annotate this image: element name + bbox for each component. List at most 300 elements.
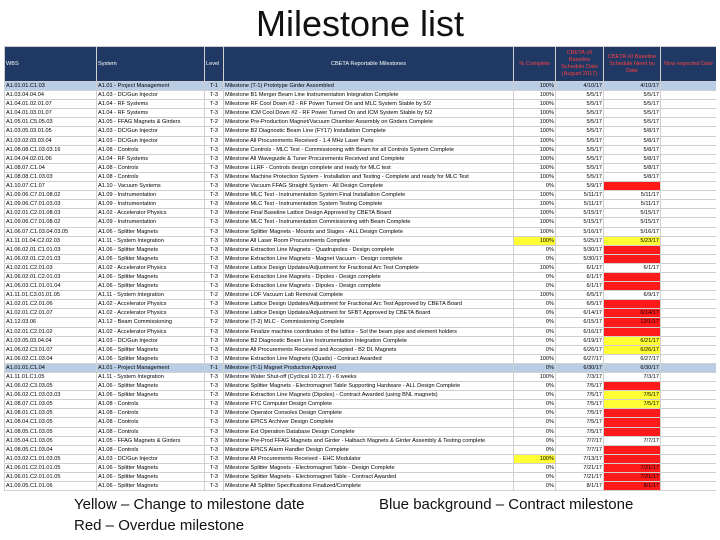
cell-wbs[interactable]: A1.09.05.C1.01.06: [5, 482, 97, 491]
cell-wbs[interactable]: A1.01.01.C1.04: [5, 363, 97, 372]
cell-milestone[interactable]: Milestone All Procurements Received and Accepted - B2 DL Magnets: [224, 345, 514, 354]
cell-needed[interactable]: [604, 418, 661, 427]
cell-system[interactable]: A1.06 - Splitter Magnets: [97, 354, 205, 363]
cell-level[interactable]: T-1: [205, 363, 224, 372]
cell-complete[interactable]: 0%: [514, 318, 556, 327]
cell-level[interactable]: T-3: [205, 354, 224, 363]
cell-expected[interactable]: [661, 336, 717, 345]
cell-level[interactable]: T-3: [205, 154, 224, 163]
cell-complete[interactable]: 100%: [514, 100, 556, 109]
cell-complete[interactable]: 100%: [514, 373, 556, 382]
cell-needed[interactable]: 6/27/17: [604, 354, 661, 363]
table-row[interactable]: [5, 145, 717, 154]
cell-level[interactable]: T-3: [205, 327, 224, 336]
cell-milestone[interactable]: Milestone LLRF - Controls design complete and ready for MLC test: [224, 163, 514, 172]
cell-system[interactable]: A1.06 - Splitter Magnets: [97, 227, 205, 236]
cell-system[interactable]: A1.04 - RF Systems: [97, 100, 205, 109]
cell-needed[interactable]: 6/21/17: [604, 336, 661, 345]
cell-baseline[interactable]: 5/30/17: [556, 245, 604, 254]
cell-baseline[interactable]: 5/5/17: [556, 145, 604, 154]
cell-milestone[interactable]: Milestone Lattice Design Updates/Adjustment for SFBT Approved by CBETA Board: [224, 309, 514, 318]
table-row[interactable]: [5, 436, 717, 445]
cell-baseline[interactable]: 6/30/17: [556, 363, 604, 372]
cell-level[interactable]: T-3: [205, 409, 224, 418]
cell-milestone[interactable]: Milestone Splitter Magnets - Mounts and Stages - ALL Design Complete: [224, 227, 514, 236]
cell-level[interactable]: T-3: [205, 136, 224, 145]
cell-needed[interactable]: 5/8/17: [604, 145, 661, 154]
cell-milestone[interactable]: Milestone (T-1) Prototype Girder Assembled: [224, 82, 514, 91]
cell-needed[interactable]: [604, 327, 661, 336]
cell-complete[interactable]: 0%: [514, 345, 556, 354]
cell-baseline[interactable]: 6/5/17: [556, 300, 604, 309]
cell-complete[interactable]: 0%: [514, 382, 556, 391]
cell-wbs[interactable]: A1.09.06.C7.01.03.03: [5, 200, 97, 209]
cell-complete[interactable]: 100%: [514, 145, 556, 154]
table-row[interactable]: [5, 109, 717, 118]
cell-milestone[interactable]: Milestone RF Cool Down #2 - RF Power Turned On and MLC System Stable by 5/2: [224, 100, 514, 109]
cell-wbs[interactable]: A1.04.04.02.01.06: [5, 154, 97, 163]
cell-needed[interactable]: 7/5/17: [604, 391, 661, 400]
cell-wbs[interactable]: A1.06.03.C1.01.01.04: [5, 282, 97, 291]
cell-expected[interactable]: [661, 427, 717, 436]
cell-wbs[interactable]: A1.09.06.C7.01.08.02: [5, 218, 97, 227]
cell-milestone[interactable]: Milestone FTC Computer Design Complete: [224, 400, 514, 409]
cell-milestone[interactable]: Milestone All Procurements Received - EHC Modulator: [224, 454, 514, 463]
cell-milestone[interactable]: Milestone Machine Protection System - Installation and Testing - Complete and ready for MLC Test: [224, 172, 514, 181]
cell-milestone[interactable]: Milestone Finalize machine coordinates of the lattice - Sol the beam pipe and element holders: [224, 327, 514, 336]
cell-expected[interactable]: [661, 200, 717, 209]
cell-level[interactable]: T-3: [205, 400, 224, 409]
cell-level[interactable]: T-3: [205, 418, 224, 427]
cell-level[interactable]: T-3: [205, 445, 224, 454]
table-row[interactable]: [5, 400, 717, 409]
cell-wbs[interactable]: A1.02.01.C2.01.06: [5, 300, 97, 309]
cell-baseline[interactable]: 5/5/17: [556, 154, 604, 163]
cell-level[interactable]: T-3: [205, 382, 224, 391]
table-row[interactable]: [5, 236, 717, 245]
cell-needed[interactable]: 7/21/17: [604, 473, 661, 482]
cell-wbs[interactable]: A1.06.02.C3.03.05: [5, 382, 97, 391]
cell-wbs[interactable]: A1.02.01.C2.01.02: [5, 327, 97, 336]
cell-needed[interactable]: [604, 382, 661, 391]
cell-milestone[interactable]: Milestone B1 Merger Beam Line Instrumentation Integration Complete: [224, 91, 514, 100]
cell-wbs[interactable]: A1.03.04.04.04: [5, 91, 97, 100]
cell-baseline[interactable]: 7/5/17: [556, 418, 604, 427]
cell-expected[interactable]: [661, 127, 717, 136]
cell-baseline[interactable]: 6/1/17: [556, 282, 604, 291]
cell-milestone[interactable]: Milestone Controls - MLC Test - Commissioning with Beam for all Controls System Complete: [224, 145, 514, 154]
cell-needed[interactable]: 6/26/17: [604, 345, 661, 354]
cell-system[interactable]: A1.06 - Splitter Magnets: [97, 272, 205, 281]
cell-expected[interactable]: [661, 145, 717, 154]
table-row[interactable]: [5, 209, 717, 218]
cell-wbs[interactable]: A1.11.01.04.C2.02.03: [5, 236, 97, 245]
cell-needed[interactable]: [604, 182, 661, 191]
cell-complete[interactable]: 0%: [514, 282, 556, 291]
cell-level[interactable]: T-3: [205, 463, 224, 472]
col-header-expected[interactable]: Now expected Date: [661, 47, 717, 82]
cell-milestone[interactable]: Milestone All Splitter Specifications Finalized/Complete: [224, 482, 514, 491]
cell-level[interactable]: T-3: [205, 182, 224, 191]
cell-baseline[interactable]: 6/16/17: [556, 327, 604, 336]
cell-complete[interactable]: 100%: [514, 200, 556, 209]
cell-needed[interactable]: 6/30/17: [604, 363, 661, 372]
cell-wbs[interactable]: A1.05.01.C5.05.03: [5, 118, 97, 127]
cell-needed[interactable]: 7/21/17: [604, 463, 661, 472]
cell-level[interactable]: T-3: [205, 236, 224, 245]
col-header-system[interactable]: System: [97, 47, 205, 82]
cell-level[interactable]: T-3: [205, 482, 224, 491]
cell-wbs[interactable]: A1.11.01.C1.05: [5, 373, 97, 382]
cell-baseline[interactable]: 5/5/17: [556, 136, 604, 145]
cell-expected[interactable]: [661, 163, 717, 172]
cell-wbs[interactable]: A1.08.04.C1.03.05: [5, 418, 97, 427]
cell-wbs[interactable]: A1.06.07.C1.03.04.03.05: [5, 227, 97, 236]
cell-system[interactable]: A1.06 - Splitter Magnets: [97, 382, 205, 391]
cell-baseline[interactable]: 6/26/17: [556, 345, 604, 354]
cell-expected[interactable]: [661, 400, 717, 409]
cell-system[interactable]: A1.02 - Accelerator Physics: [97, 309, 205, 318]
cell-milestone[interactable]: Milestone EPICS Archiver Design Complete: [224, 418, 514, 427]
cell-milestone[interactable]: Milestone Extraction Line Magnets - Dipoles - Design complete: [224, 272, 514, 281]
cell-system[interactable]: A1.08 - Controls: [97, 409, 205, 418]
cell-wbs[interactable]: A1.02.01.C2.01.07: [5, 309, 97, 318]
cell-wbs[interactable]: A1.06.02.01.C1.01.03: [5, 245, 97, 254]
cell-wbs[interactable]: A1.04.01.03.01.07: [5, 109, 97, 118]
cell-wbs[interactable]: A1.08.05.C1.03.05: [5, 427, 97, 436]
cell-milestone[interactable]: Milestone MLC Test - Instrumentation System Final Installation Complete: [224, 191, 514, 200]
cell-expected[interactable]: [661, 245, 717, 254]
table-row[interactable]: [5, 182, 717, 191]
cell-expected[interactable]: [661, 227, 717, 236]
cell-expected[interactable]: [661, 182, 717, 191]
cell-level[interactable]: T-3: [205, 100, 224, 109]
cell-complete[interactable]: 100%: [514, 454, 556, 463]
cell-expected[interactable]: [661, 391, 717, 400]
cell-level[interactable]: T-3: [205, 172, 224, 181]
cell-expected[interactable]: [661, 445, 717, 454]
cell-wbs[interactable]: A1.03.05.03.01.05: [5, 127, 97, 136]
cell-needed[interactable]: 6/14/17: [604, 309, 661, 318]
cell-baseline[interactable]: 7/13/17: [556, 454, 604, 463]
cell-wbs[interactable]: A1.11.01.C3.01.01.05: [5, 291, 97, 300]
cell-expected[interactable]: [661, 309, 717, 318]
cell-system[interactable]: A1.01 - Project Management: [97, 363, 205, 372]
cell-expected[interactable]: [661, 263, 717, 272]
cell-milestone[interactable]: Milestone All Waveguide & Tuner Procurements Received and Complete: [224, 154, 514, 163]
cell-system[interactable]: A1.09 - Instrumentation: [97, 191, 205, 200]
table-row[interactable]: [5, 200, 717, 209]
table-row[interactable]: [5, 154, 717, 163]
cell-expected[interactable]: [661, 382, 717, 391]
cell-level[interactable]: T-3: [205, 209, 224, 218]
cell-needed[interactable]: 5/5/17: [604, 109, 661, 118]
table-row[interactable]: [5, 427, 717, 436]
cell-baseline[interactable]: 6/1/17: [556, 263, 604, 272]
cell-wbs[interactable]: A1.06.02.C1.03.03.03: [5, 391, 97, 400]
cell-needed[interactable]: [604, 427, 661, 436]
cell-baseline[interactable]: 6/19/17: [556, 336, 604, 345]
cell-complete[interactable]: 100%: [514, 154, 556, 163]
cell-system[interactable]: A1.03 - DC/Gun Injector: [97, 136, 205, 145]
cell-needed[interactable]: 12/1/17: [604, 318, 661, 327]
table-row[interactable]: [5, 318, 717, 327]
cell-system[interactable]: A1.11 - System Integration: [97, 236, 205, 245]
cell-complete[interactable]: 100%: [514, 127, 556, 136]
col-header-level[interactable]: Level: [205, 47, 224, 82]
table-row[interactable]: [5, 345, 717, 354]
table-row[interactable]: [5, 254, 717, 263]
cell-complete[interactable]: 0%: [514, 182, 556, 191]
cell-level[interactable]: T-3: [205, 145, 224, 154]
cell-level[interactable]: T-1: [205, 82, 224, 91]
table-row[interactable]: [5, 454, 717, 463]
cell-complete[interactable]: 100%: [514, 91, 556, 100]
cell-baseline[interactable]: 6/14/17: [556, 309, 604, 318]
cell-expected[interactable]: [661, 218, 717, 227]
cell-system[interactable]: A1.02 - Accelerator Physics: [97, 300, 205, 309]
cell-wbs[interactable]: A1.03.02.03.03.04: [5, 136, 97, 145]
cell-expected[interactable]: [661, 191, 717, 200]
table-row[interactable]: [5, 327, 717, 336]
cell-baseline[interactable]: 7/5/17: [556, 409, 604, 418]
cell-baseline[interactable]: 5/11/17: [556, 200, 604, 209]
table-row[interactable]: [5, 373, 717, 382]
cell-baseline[interactable]: 7/5/17: [556, 391, 604, 400]
table-row[interactable]: [5, 445, 717, 454]
cell-needed[interactable]: [604, 245, 661, 254]
cell-needed[interactable]: 5/15/17: [604, 218, 661, 227]
cell-milestone[interactable]: Milestone Vacuum FFAG Straight System - All Design Complete: [224, 182, 514, 191]
cell-wbs[interactable]: A1.04.01.02.01.07: [5, 100, 97, 109]
cell-needed[interactable]: [604, 445, 661, 454]
cell-level[interactable]: T-3: [205, 263, 224, 272]
cell-baseline[interactable]: 5/30/17: [556, 254, 604, 263]
table-row[interactable]: [5, 418, 717, 427]
cell-level[interactable]: T-3: [205, 473, 224, 482]
cell-level[interactable]: T-3: [205, 191, 224, 200]
cell-system[interactable]: A1.06 - Splitter Magnets: [97, 391, 205, 400]
cell-expected[interactable]: [661, 354, 717, 363]
col-header-milestones[interactable]: CBETA Reportable Milestones: [224, 47, 514, 82]
table-row[interactable]: [5, 136, 717, 145]
cell-system[interactable]: A1.09 - Instrumentation: [97, 200, 205, 209]
cell-expected[interactable]: [661, 272, 717, 281]
cell-expected[interactable]: [661, 154, 717, 163]
cell-level[interactable]: T-3: [205, 427, 224, 436]
cell-wbs[interactable]: A1.12.03.06: [5, 318, 97, 327]
cell-wbs[interactable]: A1.02.01.C2.01.08.03: [5, 209, 97, 218]
cell-complete[interactable]: 100%: [514, 82, 556, 91]
cell-system[interactable]: A1.08 - Controls: [97, 418, 205, 427]
cell-needed[interactable]: 5/16/17: [604, 227, 661, 236]
cell-level[interactable]: T-3: [205, 436, 224, 445]
cell-milestone[interactable]: Milestone Extraction Line Magnets - Dipoles - Design complete: [224, 282, 514, 291]
cell-needed[interactable]: [604, 272, 661, 281]
cell-needed[interactable]: 7/7/17: [604, 436, 661, 445]
table-row[interactable]: [5, 191, 717, 200]
cell-milestone[interactable]: Milestone Pre-Production Magnet/Vacuum Chamber Assembly on Girders Complete: [224, 118, 514, 127]
cell-level[interactable]: T-3: [205, 127, 224, 136]
cell-expected[interactable]: [661, 172, 717, 181]
cell-complete[interactable]: 100%: [514, 118, 556, 127]
cell-baseline[interactable]: 7/5/17: [556, 400, 604, 409]
cell-wbs[interactable]: A1.06.02.C3.01.07: [5, 345, 97, 354]
table-row[interactable]: [5, 363, 717, 372]
cell-complete[interactable]: 100%: [514, 218, 556, 227]
col-header-needed[interactable]: CBETA v0 Baseline Schedule Need by Date: [604, 47, 661, 82]
cell-complete[interactable]: 0%: [514, 436, 556, 445]
cell-system[interactable]: A1.06 - Splitter Magnets: [97, 473, 205, 482]
cell-system[interactable]: A1.04 - RF Systems: [97, 154, 205, 163]
cell-wbs[interactable]: A1.05.04.C1.03.05: [5, 436, 97, 445]
cell-expected[interactable]: [661, 373, 717, 382]
cell-needed[interactable]: 5/8/17: [604, 163, 661, 172]
cell-complete[interactable]: 100%: [514, 291, 556, 300]
cell-expected[interactable]: [661, 318, 717, 327]
cell-baseline[interactable]: 5/15/17: [556, 218, 604, 227]
cell-level[interactable]: T-2: [205, 118, 224, 127]
table-row[interactable]: [5, 463, 717, 472]
cell-wbs[interactable]: A1.06.01.C2.01.01.05: [5, 463, 97, 472]
cell-wbs[interactable]: A1.06.02.01.C2.01.03: [5, 272, 97, 281]
cell-level[interactable]: T-3: [205, 227, 224, 236]
cell-baseline[interactable]: 8/1/17: [556, 482, 604, 491]
cell-complete[interactable]: 0%: [514, 482, 556, 491]
cell-needed[interactable]: 5/11/17: [604, 191, 661, 200]
cell-baseline[interactable]: 5/11/17: [556, 191, 604, 200]
cell-complete[interactable]: 0%: [514, 272, 556, 281]
cell-system[interactable]: A1.08 - Controls: [97, 445, 205, 454]
cell-complete[interactable]: 0%: [514, 363, 556, 372]
cell-level[interactable]: T-3: [205, 454, 224, 463]
cell-level[interactable]: T-3: [205, 345, 224, 354]
cell-needed[interactable]: 5/11/17: [604, 200, 661, 209]
cell-milestone[interactable]: Milestone Extraction Line Magnets (Quads) - Contract Awarded: [224, 354, 514, 363]
table-row[interactable]: [5, 272, 717, 281]
cell-needed[interactable]: 6/1/17: [604, 263, 661, 272]
cell-needed[interactable]: 4/10/17: [604, 82, 661, 91]
cell-expected[interactable]: [661, 282, 717, 291]
cell-milestone[interactable]: Milestone B2 Diagnostic Beam Line Instrumentation Integration Complete: [224, 336, 514, 345]
cell-baseline[interactable]: 5/5/17: [556, 172, 604, 181]
cell-wbs[interactable]: A1.02.01.C2.01.03: [5, 263, 97, 272]
cell-milestone[interactable]: Milestone EPICS Alarm Handler Design Complete: [224, 445, 514, 454]
cell-system[interactable]: A1.02 - Accelerator Physics: [97, 327, 205, 336]
cell-system[interactable]: A1.08 - Controls: [97, 427, 205, 436]
cell-baseline[interactable]: 5/5/17: [556, 91, 604, 100]
cell-level[interactable]: T-3: [205, 336, 224, 345]
cell-wbs[interactable]: A1.08.08.C1.03.03: [5, 172, 97, 181]
cell-level[interactable]: T-2: [205, 291, 224, 300]
cell-system[interactable]: A1.08 - Controls: [97, 400, 205, 409]
cell-system[interactable]: A1.03 - DC/Gun Injector: [97, 336, 205, 345]
cell-baseline[interactable]: 7/3/17: [556, 373, 604, 382]
cell-system[interactable]: A1.02 - Accelerator Physics: [97, 209, 205, 218]
cell-baseline[interactable]: 5/5/17: [556, 127, 604, 136]
cell-needed[interactable]: 5/23/17: [604, 236, 661, 245]
table-row[interactable]: [5, 409, 717, 418]
cell-system[interactable]: A1.08 - Controls: [97, 163, 205, 172]
cell-milestone[interactable]: Milestone Final Baseline Lattice Design Approved by CBETA Board: [224, 209, 514, 218]
cell-system[interactable]: A1.10 - Vacuum Systems: [97, 182, 205, 191]
cell-wbs[interactable]: A1.03.02.C1.01.03.05: [5, 454, 97, 463]
cell-expected[interactable]: [661, 454, 717, 463]
cell-baseline[interactable]: 5/5/17: [556, 163, 604, 172]
cell-level[interactable]: T-3: [205, 245, 224, 254]
cell-expected[interactable]: [661, 327, 717, 336]
cell-expected[interactable]: [661, 136, 717, 145]
cell-milestone[interactable]: Milestone Extraction Line Magnets - Quadrupoles - Design complete: [224, 245, 514, 254]
cell-needed[interactable]: 5/8/17: [604, 172, 661, 181]
cell-wbs[interactable]: A1.09.06.C7.01.08.02: [5, 191, 97, 200]
cell-needed[interactable]: 6/9/17: [604, 291, 661, 300]
cell-wbs[interactable]: A1.06.01.C2.01.01.05: [5, 473, 97, 482]
cell-expected[interactable]: [661, 436, 717, 445]
cell-complete[interactable]: 0%: [514, 245, 556, 254]
cell-baseline[interactable]: 4/10/17: [556, 82, 604, 91]
cell-baseline[interactable]: 5/16/17: [556, 227, 604, 236]
cell-complete[interactable]: 100%: [514, 227, 556, 236]
table-row[interactable]: [5, 91, 717, 100]
cell-expected[interactable]: [661, 82, 717, 91]
cell-baseline[interactable]: 5/15/17: [556, 209, 604, 218]
table-row[interactable]: [5, 127, 717, 136]
cell-baseline[interactable]: 7/7/17: [556, 445, 604, 454]
cell-complete[interactable]: 100%: [514, 354, 556, 363]
cell-expected[interactable]: [661, 209, 717, 218]
cell-expected[interactable]: [661, 291, 717, 300]
cell-milestone[interactable]: Milestone Splitter Magnets - Electromagnet Table Supporting Hardware - ALL Design Complete: [224, 382, 514, 391]
table-row[interactable]: [5, 482, 717, 491]
cell-level[interactable]: T-3: [205, 282, 224, 291]
table-row[interactable]: [5, 391, 717, 400]
cell-system[interactable]: A1.03 - DC/Gun Injector: [97, 91, 205, 100]
cell-milestone[interactable]: Milestone B2 Diagnostic Beam Line (FY17) Installation Complete: [224, 127, 514, 136]
table-row[interactable]: [5, 100, 717, 109]
cell-wbs[interactable]: A1.08.07.C1.04: [5, 163, 97, 172]
table-row[interactable]: [5, 291, 717, 300]
col-header-wbs[interactable]: WBS: [5, 47, 97, 82]
cell-system[interactable]: A1.06 - Splitter Magnets: [97, 463, 205, 472]
cell-system[interactable]: A1.08 - Controls: [97, 172, 205, 181]
cell-complete[interactable]: 0%: [514, 327, 556, 336]
cell-level[interactable]: T-3: [205, 300, 224, 309]
cell-system[interactable]: A1.03 - DC/Gun Injector: [97, 127, 205, 136]
table-row[interactable]: [5, 163, 717, 172]
table-row[interactable]: [5, 300, 717, 309]
cell-needed[interactable]: 5/8/17: [604, 136, 661, 145]
cell-level[interactable]: T-3: [205, 109, 224, 118]
cell-system[interactable]: A1.06 - Splitter Magnets: [97, 282, 205, 291]
cell-needed[interactable]: [604, 409, 661, 418]
cell-expected[interactable]: [661, 254, 717, 263]
cell-expected[interactable]: [661, 236, 717, 245]
cell-complete[interactable]: 100%: [514, 263, 556, 272]
cell-expected[interactable]: [661, 482, 717, 491]
cell-milestone[interactable]: Milestone Water Shut-off (Cyclical 10 21.7) - 6 weeks: [224, 373, 514, 382]
cell-system[interactable]: A1.09 - Instrumentation: [97, 218, 205, 227]
cell-system[interactable]: A1.02 - Accelerator Physics: [97, 263, 205, 272]
cell-system[interactable]: A1.01 - Project Management: [97, 82, 205, 91]
cell-level[interactable]: T-2: [205, 318, 224, 327]
cell-expected[interactable]: [661, 418, 717, 427]
cell-system[interactable]: A1.11 - System Integration: [97, 291, 205, 300]
cell-wbs[interactable]: A1.01.01.C1.03: [5, 82, 97, 91]
cell-expected[interactable]: [661, 363, 717, 372]
cell-expected[interactable]: [661, 91, 717, 100]
cell-milestone[interactable]: Milestone Lattice Design Updates/Adjustment for Fractional Arc Test Approved by CBETA Board: [224, 300, 514, 309]
